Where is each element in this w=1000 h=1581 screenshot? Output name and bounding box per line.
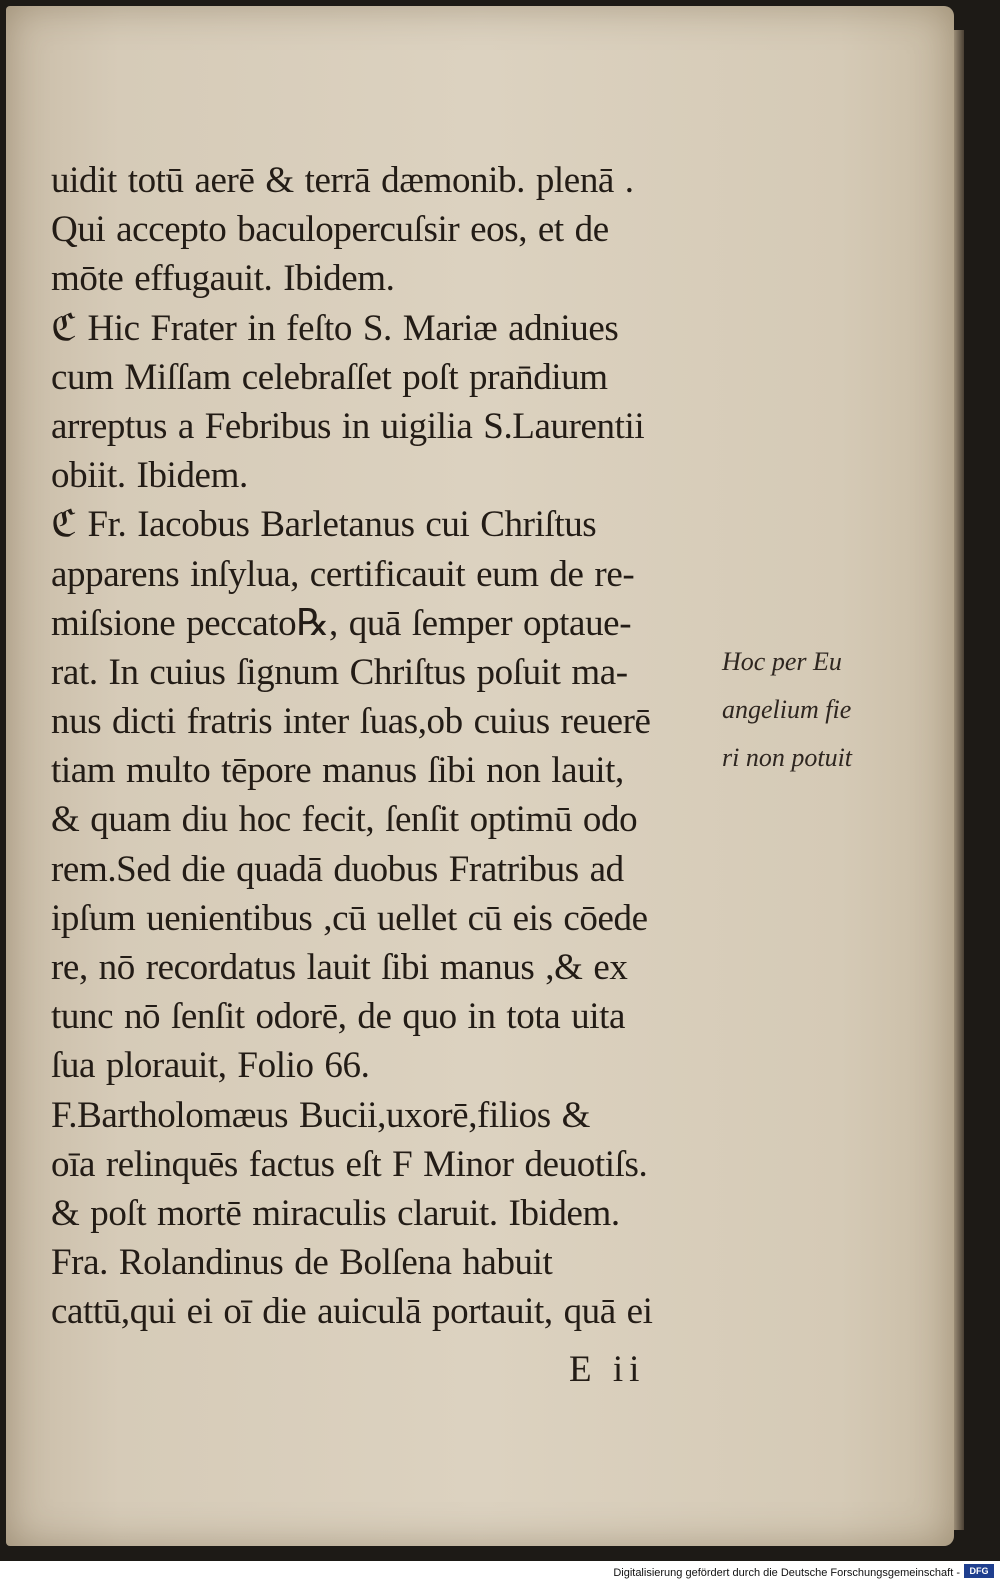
text-line: & poſt mortē miraculis claruit. Ibidem. — [51, 1192, 620, 1234]
text-line: obiit. Ibidem. — [51, 455, 248, 497]
text-line: rat. In cuius ſignum Chriſtus poſuit ma- — [51, 651, 628, 693]
text-line: & quam diu hoc fecit, ſenſit optimū odo — [51, 799, 638, 841]
funding-credit: Digitalisierung gefördert durch die Deutsche Forschungsgemeinschaft - — [613, 1567, 960, 1579]
text-line: cattū,qui ei oī die auiculā portauit, quā ei — [51, 1291, 653, 1333]
marginal-note-line: angelium fie — [722, 695, 852, 724]
text-line: arreptus a Febribus in uigilia S.Laurentii — [51, 405, 645, 447]
text-line: uidit totū aerē & terrā dæmonib. plenā . — [51, 160, 634, 201]
book-page — [6, 6, 954, 1546]
signature-mark: E ii — [569, 1349, 646, 1390]
text-line: re, nō recordatus lauit ſibi manus ,& ex — [51, 947, 628, 988]
dfg-logo: DFG — [964, 1564, 994, 1578]
text-line: mōte effugauit. Ibidem. — [51, 258, 395, 300]
text-line: rem.Sed die quadā duobus Fratribus ad — [51, 848, 624, 890]
text-line: nus dicti fratris inter ſuas,ob cuius reuerē — [51, 701, 651, 743]
text-line: ℭ Hic Frater in feſto S. Mariæ adniues — [51, 307, 619, 349]
text-line: cum Miſſam celebraſſet poſt pran̄dium — [51, 356, 608, 398]
footer-bar — [0, 1561, 1000, 1581]
text-line: oīa relinquēs factus eſt F Minor deuotiſs. — [51, 1143, 648, 1185]
text-line: Fra. Rolandinus de Bolſena habuit — [51, 1242, 553, 1284]
text-line: Qui accepto baculopercuſsir eos, et de — [51, 209, 609, 251]
text-line: tunc nō ſenſit odorē, de quo in tota uita — [51, 996, 626, 1038]
text-line: F.Bartholomæus Bucii,uxorē,filios & — [51, 1094, 590, 1136]
text-line: ℭ Fr. Iacobus Barletanus cui Chriſtus — [51, 504, 597, 546]
marginal-note-line: Hoc per Eu — [722, 647, 842, 676]
text-line: tiam multo tēpore manus ſibi non lauit, — [51, 750, 624, 792]
text-line: apparens inſylua, certificauit eum de re- — [51, 553, 635, 595]
page-edge — [954, 30, 964, 1530]
text-line: miſsione peccato℞, quā ſemper optaue- — [51, 602, 632, 644]
marginal-note — [722, 638, 912, 782]
main-text — [51, 156, 731, 1337]
text-line: ſua plorauit, Folio 66. — [51, 1045, 370, 1087]
marginal-note-line: ri non potuit — [722, 743, 853, 772]
text-line: ipſum uenientibus ,cū uellet cū eis cōede — [51, 897, 648, 939]
